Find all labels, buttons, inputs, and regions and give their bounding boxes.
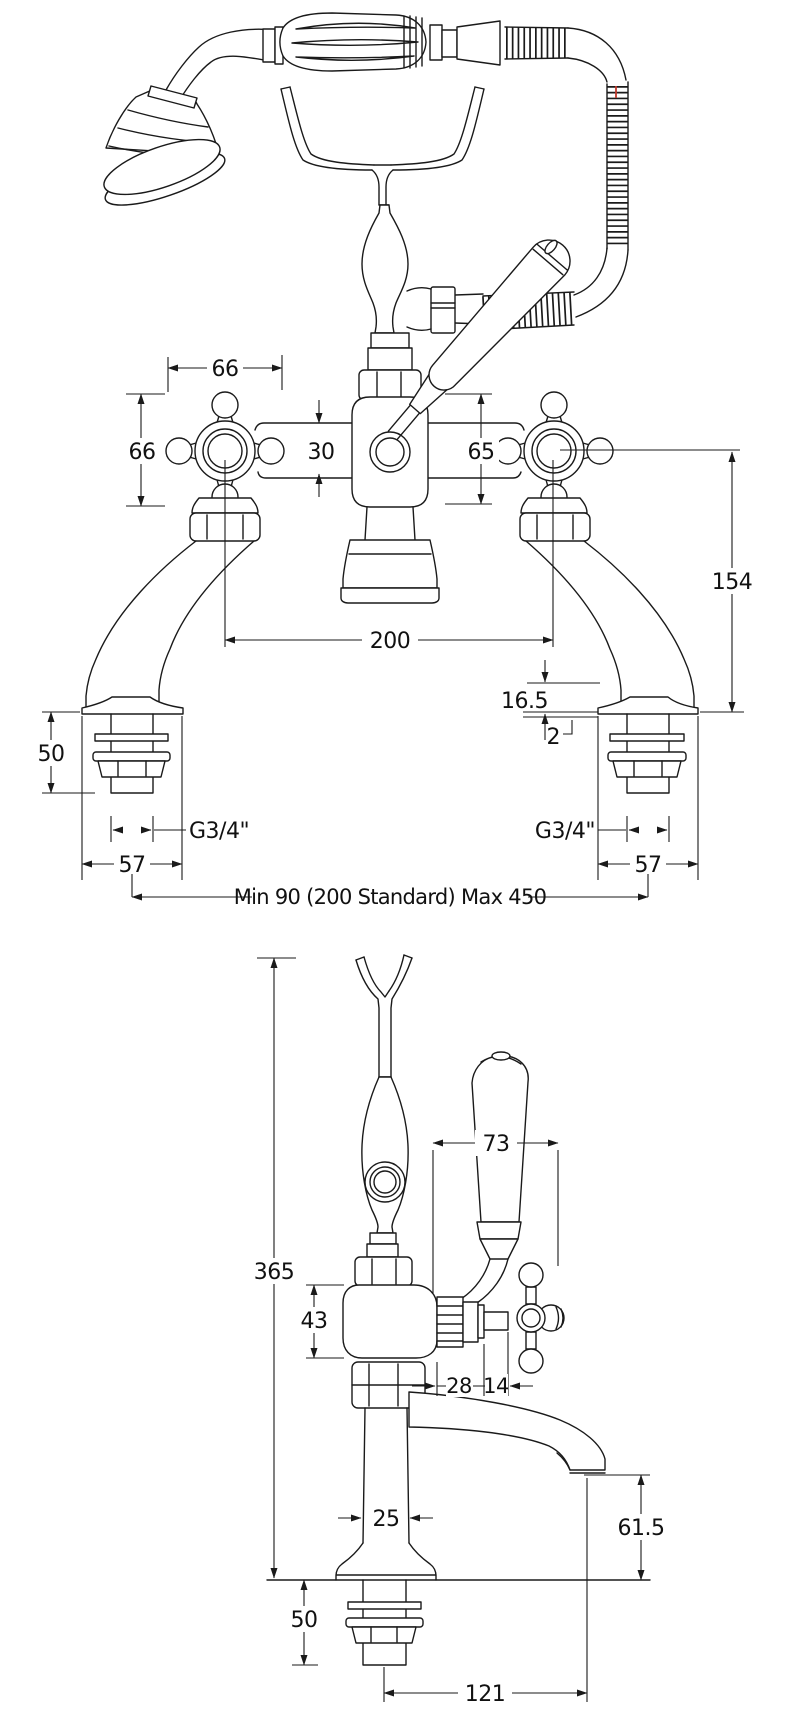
valve-nut bbox=[520, 513, 590, 541]
valve-skirt bbox=[521, 498, 587, 513]
column-collar bbox=[371, 333, 409, 348]
column-block bbox=[368, 348, 412, 370]
crosshead-ball bbox=[212, 392, 238, 418]
dim-offset-b-label: 14 bbox=[483, 1374, 509, 1398]
hose-swivel-shaft bbox=[442, 30, 457, 57]
hose-union-nut bbox=[431, 287, 455, 333]
dim-shank-length-front-label: 50 bbox=[37, 742, 65, 767]
dim-handle-width-label: 66 bbox=[211, 357, 239, 382]
dim-height-to-deck-label: 154 bbox=[711, 570, 753, 595]
diverter-valve-body bbox=[352, 397, 428, 507]
crosshead-ball bbox=[541, 392, 567, 418]
crosshead-ball bbox=[258, 438, 284, 464]
dim-thread-right-label: G3/4" bbox=[534, 819, 595, 844]
dim-column-width-label: 25 bbox=[372, 1507, 400, 1532]
crosshead-ball bbox=[166, 438, 192, 464]
dim-valve-body-height-label: 43 bbox=[300, 1309, 328, 1334]
dim-tap-centres-label: 200 bbox=[369, 629, 411, 654]
dim-shank-length-side-label: 50 bbox=[290, 1608, 318, 1633]
crosshead-ball bbox=[587, 438, 613, 464]
dim-overall-height-label: 365 bbox=[253, 1260, 295, 1285]
dim-handle-height-label: 66 bbox=[128, 440, 156, 465]
hose-cone-nut bbox=[457, 21, 500, 65]
cradle-boss bbox=[365, 1162, 405, 1202]
dim-base-width-left-label: 57 bbox=[118, 853, 146, 878]
dim-body-height-label: 30 bbox=[307, 440, 335, 465]
dim-valve-height-label: 65 bbox=[467, 440, 495, 465]
dim-deck-step-label: 16.5 bbox=[501, 689, 548, 714]
dim-spout-height-label: 61.5 bbox=[617, 1516, 665, 1541]
column-nut-side bbox=[355, 1257, 412, 1286]
hose-swivel-ring bbox=[430, 25, 442, 60]
dim-washer-thickness-label: 2 bbox=[546, 725, 560, 750]
dim-body-depth-label: 73 bbox=[482, 1132, 510, 1157]
dim-spout-reach-label: 121 bbox=[464, 1682, 506, 1707]
dim-base-width-right-label: 57 bbox=[634, 853, 662, 878]
column-hex-nut bbox=[359, 370, 421, 400]
dim-adjustable-centres-label: Min 90 (200 Standard) Max 450 bbox=[233, 885, 547, 909]
dim-offset-a-label: 28 bbox=[446, 1374, 472, 1398]
dim-thread-left-label: G3/4" bbox=[189, 819, 250, 844]
